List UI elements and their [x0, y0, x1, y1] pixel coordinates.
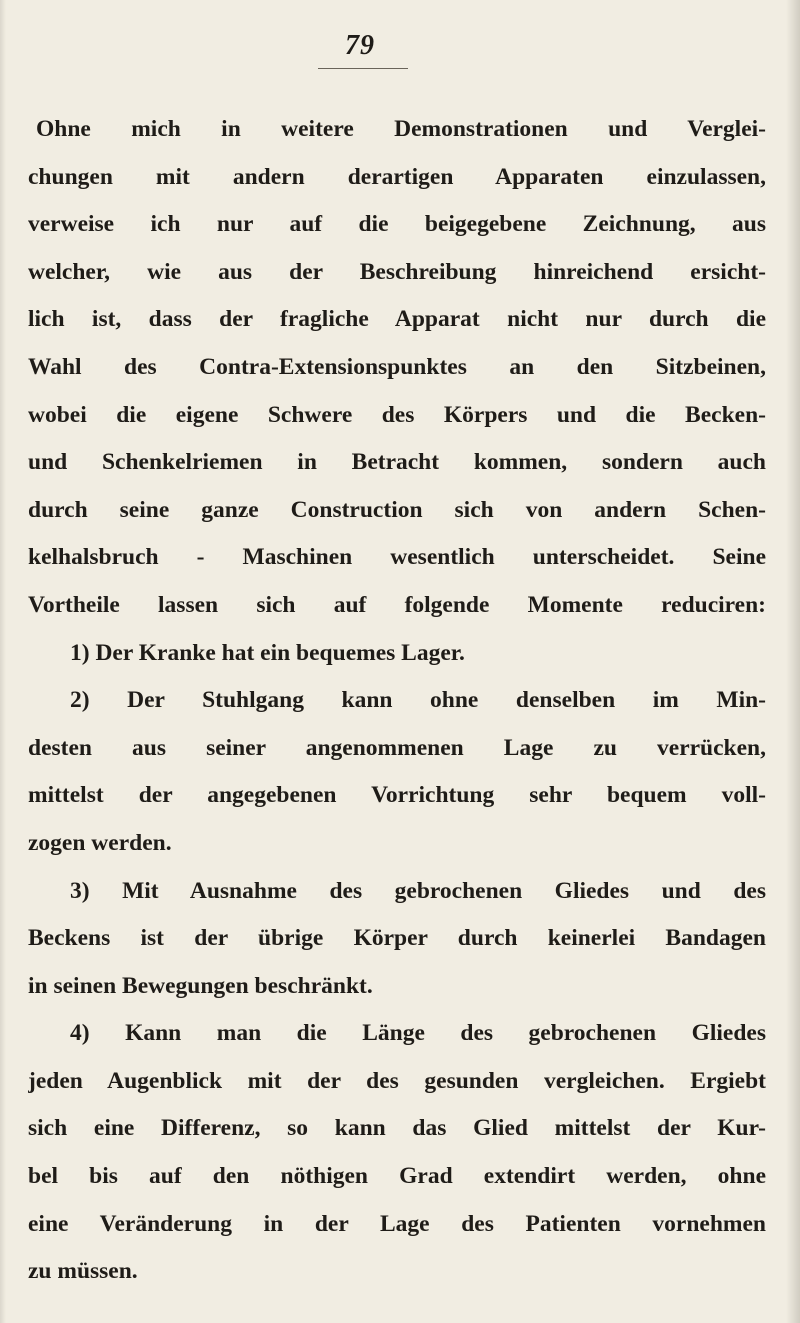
text-line: zogen werden.	[28, 829, 172, 856]
body-text	[28, 106, 766, 1296]
text-line: bel bis auf den nöthigen Grad extendirt werden, ohne	[28, 1163, 766, 1190]
text-line: jeden Augenblick mit der des gesunden vergleichen. Ergiebt	[28, 1067, 766, 1094]
page-right-edge	[786, 0, 800, 1323]
text-line: in seinen Bewegungen beschränkt.	[28, 972, 373, 999]
list-item-4: 4) Kann man die Länge des gebrochenen Gliedes	[70, 1020, 766, 1047]
text-line: Ohne mich in weitere Demonstrationen und Verglei-	[36, 116, 766, 142]
page-number-rule	[318, 68, 408, 69]
list-item-2: 2) Der Stuhlgang kann ohne denselben im Min-	[70, 687, 766, 714]
text-line: chungen mit andern derartigen Apparaten einzulassen,	[28, 163, 766, 190]
text-line: desten aus seiner angenommenen Lage zu verrücken,	[28, 734, 766, 761]
text-line: verweise ich nur auf die beigegebene Zeichnung, aus	[28, 211, 766, 238]
text-line: zu müssen.	[28, 1258, 138, 1285]
text-line: mittelst der angegebenen Vorrichtung sehr bequem voll-	[28, 782, 766, 809]
text-line: und Schenkelriemen in Betracht kommen, sondern auch	[28, 449, 766, 476]
list-item-3: 3) Mit Ausnahme des gebrochenen Gliedes und des	[70, 877, 766, 904]
text-line: wobei die eigene Schwere des Körpers und die Becken-	[28, 401, 766, 428]
text-line: kelhalsbruch - Maschinen wesentlich unterscheidet. Seine	[28, 544, 766, 571]
text-line: eine Veränderung in der Lage des Patienten vornehmen	[28, 1210, 766, 1237]
page-left-edge	[0, 0, 6, 1323]
text-line: Wahl des Contra-Extensionspunktes an den Sitzbeinen,	[28, 353, 766, 380]
text-line: welcher, wie aus der Beschreibung hinreichend ersicht-	[28, 258, 766, 285]
page-number: 79	[345, 30, 375, 61]
text-line: lich ist, dass der fragliche Apparat nicht nur durch die	[28, 306, 766, 333]
list-item-1: 1) Der Kranke hat ein bequemes Lager.	[70, 639, 465, 666]
text-line: Beckens ist der übrige Körper durch keinerlei Bandagen	[28, 925, 766, 952]
text-line: sich eine Differenz, so kann das Glied mittelst der Kur-	[28, 1115, 766, 1142]
text-line: durch seine ganze Construction sich von andern Schen-	[28, 496, 766, 523]
text-line: Vortheile lassen sich auf folgende Momente reduciren:	[28, 591, 766, 618]
